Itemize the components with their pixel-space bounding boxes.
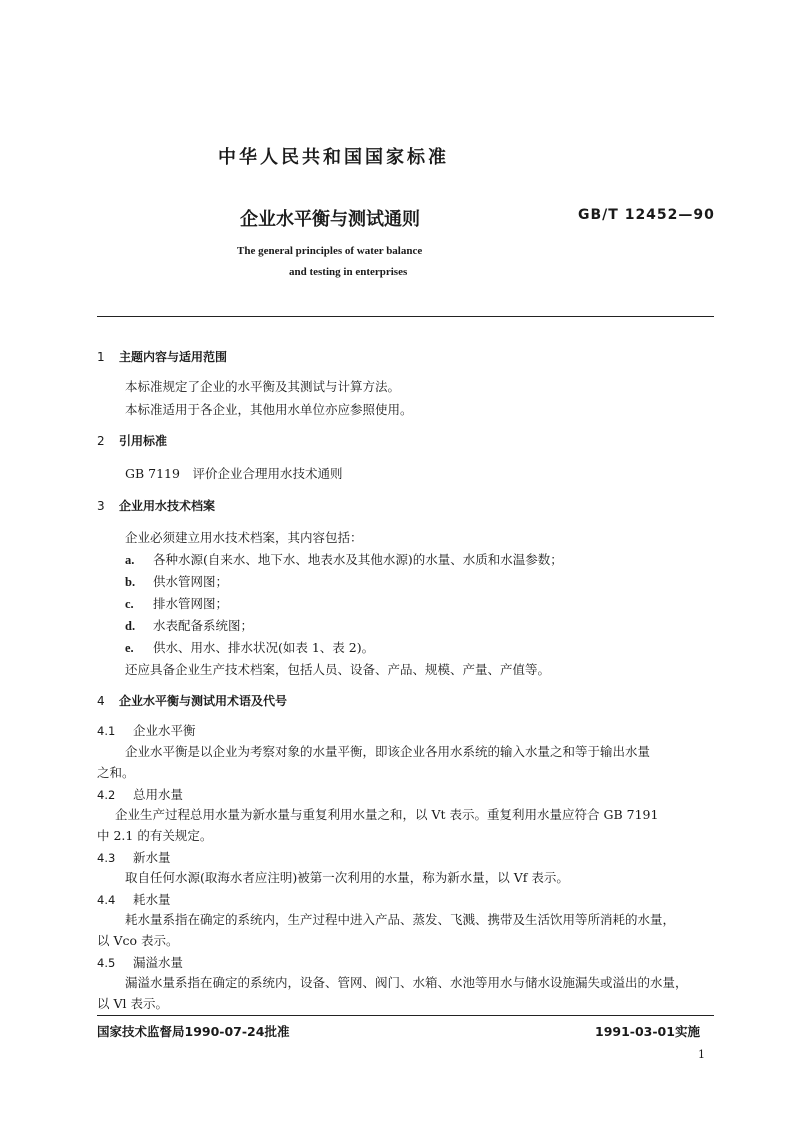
paragraph-continuation: 以 Vco 表示。 bbox=[97, 933, 179, 948]
english-title-line1: The general principles of water balance bbox=[237, 245, 423, 257]
list-item bbox=[125, 572, 228, 590]
approval-date: 国家技术监督局1990-07-24批准 bbox=[97, 1024, 290, 1039]
subsection-title: 总用水量 bbox=[133, 787, 184, 802]
page-title: 企业水平衡与测试通则 bbox=[240, 209, 420, 230]
list-text: 各种水源(自来水、地下水、地表水及其他水源)的水量、水质和水温参数； bbox=[153, 552, 563, 567]
paragraph-continuation: 中 2.1 的有关规定。 bbox=[97, 828, 213, 843]
section-title: 引用标准 bbox=[119, 434, 168, 448]
list-item bbox=[125, 594, 228, 612]
section-number: 1 bbox=[97, 350, 105, 364]
paragraph-continuation: 以 Vl 表示。 bbox=[97, 996, 168, 1011]
header-rule bbox=[97, 316, 714, 317]
list-text: 供水管网图； bbox=[153, 574, 229, 589]
section-3-heading bbox=[97, 497, 215, 514]
subsection-title: 新水量 bbox=[133, 850, 171, 865]
paragraph: 漏溢水量系指在确定的系统内，设备、管网、阀门、水箱、水池等用水与储水设施漏失或溢出的水量， bbox=[125, 975, 688, 990]
reference-standard: GB 7119 评价企业合理用水技术通则 bbox=[125, 466, 343, 481]
paragraph-continuation: 之和。 bbox=[97, 765, 135, 780]
paragraph: 取自任何水源(取海水者应注明)被第一次利用的水量，称为新水量，以 Vf 表示。 bbox=[125, 870, 569, 885]
subsection-number: 4.4 bbox=[97, 893, 116, 907]
section-number: 2 bbox=[97, 434, 105, 448]
subsection-number: 4.5 bbox=[97, 956, 116, 970]
standard-type: 中华人民共和国国家标准 bbox=[218, 147, 449, 168]
paragraph: 还应具备企业生产技术档案，包括人员、设备、产品、规模、产量、产值等。 bbox=[125, 662, 551, 677]
section-2-heading bbox=[97, 432, 167, 449]
subsection-number: 4.2 bbox=[97, 788, 116, 802]
section-number: 4 bbox=[97, 694, 105, 708]
paragraph: 企业水平衡是以企业为考察对象的水量平衡，即该企业各用水系统的输入水量之和等于输出水量 bbox=[125, 744, 651, 759]
page-number: 1 bbox=[698, 1048, 705, 1061]
list-item bbox=[125, 550, 563, 568]
subsection-4-3-heading bbox=[97, 848, 171, 866]
section-4-heading bbox=[97, 692, 287, 709]
section-title: 主题内容与适用范围 bbox=[119, 350, 228, 364]
list-label: e. bbox=[125, 641, 134, 655]
list-text: 排水管网图； bbox=[153, 596, 229, 611]
list-label: c. bbox=[125, 597, 134, 611]
list-label: d. bbox=[125, 619, 136, 633]
list-label: b. bbox=[125, 575, 136, 589]
paragraph: 耗水量系指在确定的系统内，生产过程中进入产品、蒸发、飞溅、携带及生活饮用等所消耗的水量， bbox=[125, 912, 676, 927]
subsection-4-5-heading bbox=[97, 953, 183, 971]
list-label: a. bbox=[125, 553, 135, 567]
section-title: 企业水平衡与测试用术语及代号 bbox=[119, 694, 288, 708]
english-title-line2: and testing in enterprises bbox=[289, 266, 408, 278]
subsection-4-4-heading bbox=[97, 890, 171, 908]
subsection-title: 企业水平衡 bbox=[133, 723, 196, 738]
subsection-number: 4.3 bbox=[97, 851, 116, 865]
paragraph: 本标准规定了企业的水平衡及其测试与计算方法。 bbox=[125, 379, 401, 394]
list-text: 水表配备系统图； bbox=[153, 618, 254, 633]
standard-code: GB/T 12452—90 bbox=[578, 207, 715, 223]
subsection-4-1-heading bbox=[97, 721, 196, 739]
list-item bbox=[125, 616, 253, 634]
footer-rule bbox=[97, 1015, 714, 1016]
subsection-title: 漏溢水量 bbox=[133, 955, 184, 970]
section-title: 企业用水技术档案 bbox=[119, 499, 216, 513]
section-1-heading bbox=[97, 348, 227, 365]
section-number: 3 bbox=[97, 499, 105, 513]
subsection-number: 4.1 bbox=[97, 724, 116, 738]
subsection-title: 耗水量 bbox=[133, 892, 171, 907]
paragraph: 本标准适用于各企业，其他用水单位亦应参照使用。 bbox=[125, 402, 413, 417]
list-text: 供水、用水、排水状况(如表 1、表 2)。 bbox=[153, 640, 375, 655]
effective-date: 1991-03-01实施 bbox=[595, 1024, 700, 1039]
paragraph: 企业生产过程总用水量为新水量与重复利用水量之和，以 Vt 表示。重复利用水量应符合 GB 7191 bbox=[115, 807, 659, 822]
paragraph: 企业必须建立用水技术档案，其内容包括： bbox=[125, 530, 363, 545]
list-item bbox=[125, 638, 374, 656]
subsection-4-2-heading bbox=[97, 785, 183, 803]
